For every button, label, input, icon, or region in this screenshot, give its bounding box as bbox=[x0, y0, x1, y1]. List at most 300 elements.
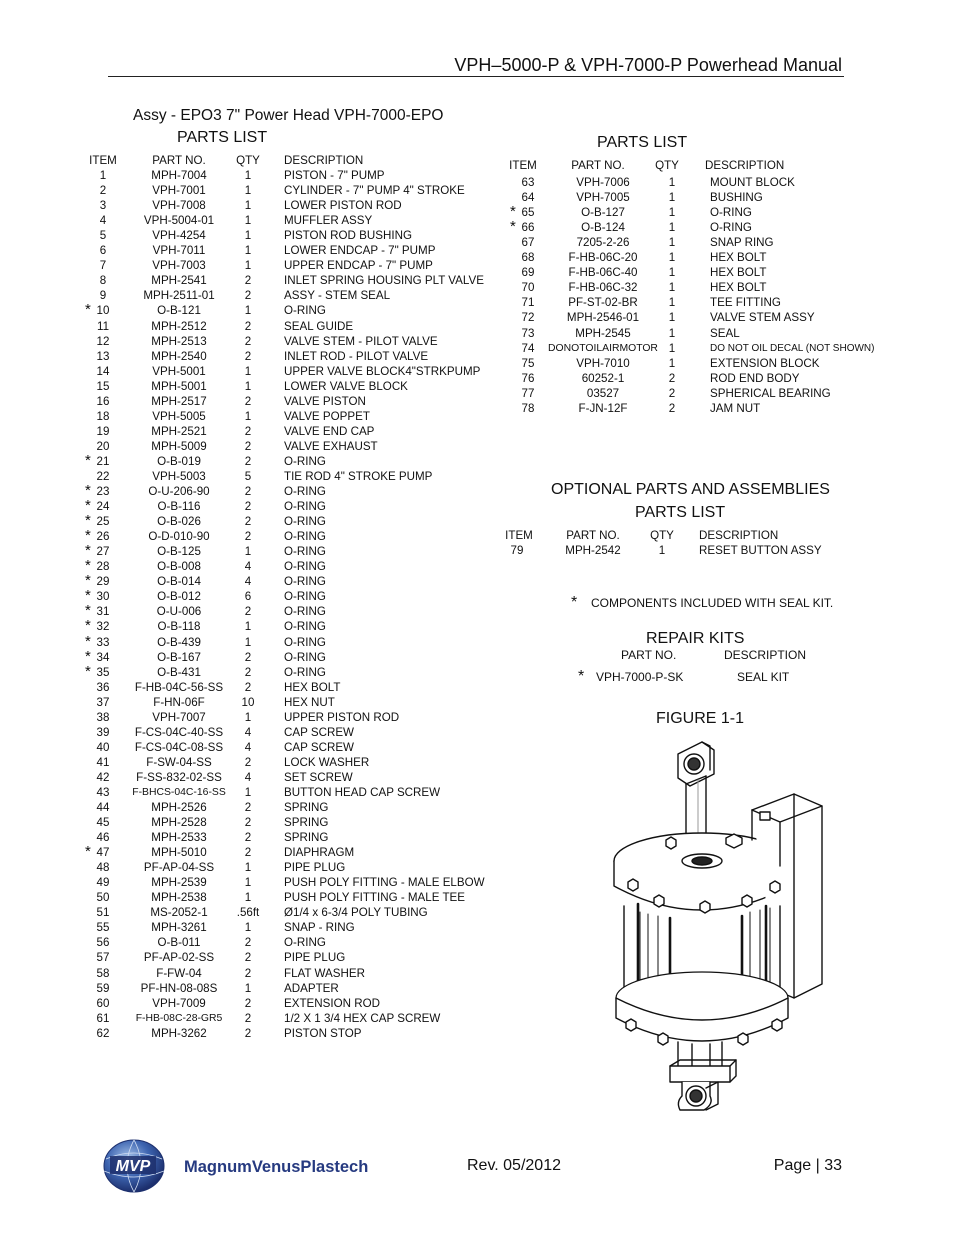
part-number: MPH-5010 bbox=[151, 846, 207, 860]
table-row bbox=[0, 1011, 500, 1026]
assy-title: Assy - EPO3 7" Power Head VPH-7000-EPO bbox=[133, 107, 444, 124]
description: VALVE PISTON bbox=[284, 394, 366, 408]
part-number: F-SS-832-02-SS bbox=[136, 770, 222, 784]
item-number: 78 bbox=[521, 401, 535, 415]
part-number: VPH-7005 bbox=[576, 191, 630, 205]
part-number: MPH-5009 bbox=[151, 439, 207, 453]
left-parts-list-title: PARTS LIST bbox=[177, 129, 268, 146]
description: O-RING bbox=[284, 635, 326, 649]
quantity: 1 bbox=[244, 409, 252, 423]
part-number: VPH-4254 bbox=[152, 229, 206, 243]
page-number: Page | 33 bbox=[773, 1157, 842, 1174]
quantity: 1 bbox=[244, 620, 252, 634]
table-row bbox=[0, 935, 500, 950]
description: 1/2 X 1 3/4 HEX CAP SCREW bbox=[284, 1011, 441, 1025]
table-row bbox=[0, 424, 500, 439]
item-number: 19 bbox=[96, 424, 110, 438]
quantity: 2 bbox=[244, 951, 252, 965]
item-number: 7 bbox=[99, 259, 107, 273]
item-number: 44 bbox=[96, 801, 110, 815]
part-number: MPH-2533 bbox=[151, 831, 207, 845]
part-number: MPH-2526 bbox=[151, 801, 207, 815]
quantity: 1 bbox=[244, 364, 252, 378]
table-row bbox=[0, 755, 500, 770]
item-number: 62 bbox=[96, 1026, 110, 1040]
item-number: 71 bbox=[521, 296, 535, 310]
part-number: VPH-7010 bbox=[576, 356, 630, 370]
page-header-title: VPH–5000-P & VPH-7000-P Powerhead Manual bbox=[454, 55, 842, 75]
seal-kit-marker: * bbox=[85, 662, 91, 680]
quantity: 1 bbox=[244, 891, 252, 905]
seal-kit-marker: * bbox=[85, 482, 91, 500]
seal-kit-marker: * bbox=[85, 512, 91, 530]
table-row bbox=[0, 250, 954, 265]
item-number: 20 bbox=[96, 439, 110, 453]
item-number: 57 bbox=[96, 951, 110, 965]
table-row bbox=[0, 386, 954, 401]
description: LOWER VALVE BLOCK bbox=[284, 379, 408, 393]
table-row bbox=[0, 604, 500, 619]
col-part-header: PART NO. bbox=[566, 529, 620, 542]
quantity: 1 bbox=[658, 544, 666, 558]
quantity: 2 bbox=[244, 274, 252, 288]
part-number: MPH-2539 bbox=[151, 876, 207, 890]
quantity: 2 bbox=[244, 515, 252, 529]
item-number: 70 bbox=[521, 281, 535, 295]
part-number: MPH-7004 bbox=[151, 169, 207, 183]
part-number: O-B-167 bbox=[157, 650, 201, 664]
col-item-header: ITEM bbox=[509, 159, 537, 172]
description: BUTTON HEAD CAP SCREW bbox=[284, 785, 441, 799]
quantity: 4 bbox=[244, 575, 252, 589]
quantity: 1 bbox=[244, 876, 252, 890]
description: RESET BUTTON ASSY bbox=[699, 544, 822, 558]
seal-kit-marker: * bbox=[85, 617, 91, 635]
part-number: F-HB-06C-40 bbox=[568, 266, 638, 280]
part-number: MPH-2538 bbox=[151, 891, 207, 905]
quantity: 1 bbox=[668, 266, 676, 280]
col-qty-header: QTY bbox=[655, 159, 679, 172]
quantity: 2 bbox=[668, 371, 676, 385]
part-number: MPH-3261 bbox=[151, 921, 207, 935]
part-number: F-CS-04C-40-SS bbox=[134, 725, 224, 739]
quantity: 2 bbox=[244, 680, 252, 694]
table-row bbox=[0, 680, 500, 695]
description: SPRING bbox=[284, 816, 329, 830]
description: MUFFLER ASSY bbox=[284, 214, 373, 228]
quantity: 2 bbox=[244, 755, 252, 769]
part-number: VPH-7009 bbox=[152, 996, 206, 1010]
quantity: 1 bbox=[244, 184, 252, 198]
part-number: F-BHCS-04C-16-SS bbox=[132, 786, 226, 798]
table-row bbox=[0, 484, 500, 499]
description: HEX BOLT bbox=[284, 680, 341, 694]
description: HEX BOLT bbox=[710, 251, 767, 265]
description: VALVE END CAP bbox=[284, 424, 375, 438]
table-row bbox=[0, 341, 954, 356]
quantity: 2 bbox=[244, 831, 252, 845]
quantity: 2 bbox=[244, 665, 252, 679]
right-table-header bbox=[0, 158, 954, 173]
item-number: 56 bbox=[96, 936, 110, 950]
part-number: O-B-439 bbox=[157, 635, 201, 649]
description: PISTON ROD BUSHING bbox=[284, 229, 412, 243]
part-number: F-SW-04-SS bbox=[146, 755, 212, 769]
quantity: 2 bbox=[244, 439, 252, 453]
description: VALVE STEM - PILOT VALVE bbox=[284, 334, 438, 348]
quantity: 1 bbox=[244, 379, 252, 393]
logo-badge-text: MVP bbox=[115, 1158, 151, 1175]
quantity: 1 bbox=[668, 206, 676, 220]
quantity: 2 bbox=[244, 424, 252, 438]
part-number: VPH-7007 bbox=[152, 710, 206, 724]
table-row bbox=[0, 815, 500, 830]
part-number: PF-ST-02-BR bbox=[568, 296, 638, 310]
description: CAP SCREW bbox=[284, 725, 355, 739]
item-number: 77 bbox=[521, 386, 535, 400]
part-number: VPH-5003 bbox=[152, 469, 206, 483]
part-number: VPH-5005 bbox=[152, 409, 206, 423]
item-number: 43 bbox=[96, 785, 110, 799]
item-number: 10 bbox=[96, 304, 110, 318]
seal-kit-marker: * bbox=[85, 527, 91, 545]
col-item-header: ITEM bbox=[505, 529, 533, 542]
quantity: 10 bbox=[241, 695, 255, 709]
item-number: 33 bbox=[96, 635, 110, 649]
description: CYLINDER - 7" PUMP 4" STROKE bbox=[284, 184, 465, 198]
description: INLET ROD - PILOT VALVE bbox=[284, 349, 429, 363]
table-row bbox=[0, 785, 500, 800]
description: O-RING bbox=[284, 485, 326, 499]
optional-title: OPTIONAL PARTS AND ASSEMBLIES bbox=[551, 481, 830, 498]
item-number: 25 bbox=[96, 515, 110, 529]
item-number: 63 bbox=[521, 176, 535, 190]
item-number: 8 bbox=[99, 274, 107, 288]
description: O-RING bbox=[710, 221, 752, 235]
seal-kit-marker: * bbox=[85, 451, 91, 469]
table-row bbox=[0, 905, 500, 920]
item-number: 72 bbox=[521, 311, 535, 325]
part-number: O-B-118 bbox=[157, 620, 201, 634]
description: TIE ROD 4" STROKE PUMP bbox=[284, 469, 433, 483]
item-number: 30 bbox=[96, 590, 110, 604]
part-number: F-HB-04C-56-SS bbox=[134, 680, 224, 694]
item-number: 27 bbox=[96, 545, 110, 559]
quantity: 2 bbox=[244, 1011, 252, 1025]
description: INLET SPRING HOUSING PLT VALVE bbox=[284, 274, 484, 288]
table-row bbox=[0, 860, 500, 875]
item-number: 2 bbox=[99, 184, 107, 198]
description: VALVE EXHAUST bbox=[284, 439, 378, 453]
part-number: F-CS-04C-08-SS bbox=[134, 740, 224, 754]
table-row bbox=[0, 966, 500, 981]
col-desc-header: DESCRIPTION bbox=[284, 154, 364, 167]
quantity: 1 bbox=[668, 341, 676, 355]
part-number: MS-2052-1 bbox=[150, 906, 208, 920]
item-number: 55 bbox=[96, 921, 110, 935]
quantity: 2 bbox=[668, 401, 676, 415]
item-number: 67 bbox=[521, 236, 535, 250]
quantity: 1 bbox=[668, 296, 676, 310]
table-row bbox=[0, 845, 500, 860]
description: O-RING bbox=[710, 206, 752, 220]
seal-kit-marker: * bbox=[510, 203, 516, 221]
item-number: 35 bbox=[96, 665, 110, 679]
quantity: 2 bbox=[244, 966, 252, 980]
quantity: 1 bbox=[244, 304, 252, 318]
quantity: 2 bbox=[244, 289, 252, 303]
item-number: 28 bbox=[96, 560, 110, 574]
table-row bbox=[0, 619, 500, 634]
description: HEX NUT bbox=[284, 695, 335, 709]
table-row bbox=[0, 574, 500, 589]
item-number: 24 bbox=[96, 500, 110, 514]
description: LOCK WASHER bbox=[284, 755, 370, 769]
description: O-RING bbox=[284, 605, 326, 619]
repair-kits-title: REPAIR KITS bbox=[646, 630, 745, 647]
quantity: 1 bbox=[244, 545, 252, 559]
description: SPHERICAL BEARING bbox=[710, 386, 831, 400]
item-number: 46 bbox=[96, 831, 110, 845]
part-number: O-B-011 bbox=[157, 936, 201, 950]
table-row bbox=[0, 190, 954, 205]
description: O-RING bbox=[284, 530, 326, 544]
item-number: 18 bbox=[96, 409, 110, 423]
powerhead-drawing bbox=[610, 736, 830, 1118]
description: SNAP RING bbox=[710, 236, 774, 250]
table-row bbox=[0, 647, 500, 665]
part-number: O-B-008 bbox=[157, 560, 201, 574]
item-number: 34 bbox=[96, 650, 110, 664]
table-row bbox=[0, 371, 954, 386]
seal-note-text: COMPONENTS INCLUDED WITH SEAL KIT. bbox=[591, 596, 834, 610]
part-number: O-B-012 bbox=[157, 590, 201, 604]
quantity: 1 bbox=[668, 281, 676, 295]
part-number: MPH-2541 bbox=[151, 274, 207, 288]
quantity: 2 bbox=[244, 816, 252, 830]
description: EXTENSION BLOCK bbox=[710, 356, 820, 370]
part-number: DONOTOILAIRMOTOR bbox=[548, 342, 658, 354]
table-row bbox=[0, 235, 954, 250]
item-number: 49 bbox=[96, 876, 110, 890]
description: SEAL bbox=[710, 326, 740, 340]
item-number: 45 bbox=[96, 816, 110, 830]
table-row bbox=[0, 981, 500, 996]
part-number: 7205-2-26 bbox=[576, 236, 630, 250]
table-row bbox=[0, 890, 500, 905]
description: PIPE PLUG bbox=[284, 951, 346, 965]
part-number: MPH-2521 bbox=[151, 424, 207, 438]
description: VALVE STEM ASSY bbox=[710, 311, 815, 325]
description: MOUNT BLOCK bbox=[710, 176, 795, 190]
description: SPRING bbox=[284, 801, 329, 815]
quantity: 1 bbox=[244, 214, 252, 228]
optional-parts-list-title: PARTS LIST bbox=[635, 504, 726, 521]
seal-kit-marker: * bbox=[85, 572, 91, 590]
col-item-header: ITEM bbox=[89, 154, 117, 167]
item-number: 32 bbox=[96, 620, 110, 634]
part-number: MPH-2512 bbox=[151, 319, 207, 333]
quantity: 1 bbox=[244, 861, 252, 875]
item-number: 47 bbox=[96, 846, 110, 860]
part-number: F-FW-04 bbox=[156, 966, 202, 980]
table-row bbox=[0, 875, 500, 890]
item-number: 16 bbox=[96, 394, 110, 408]
item-number: 6 bbox=[99, 244, 107, 258]
description: O-RING bbox=[284, 454, 326, 468]
part-number: MPH-3262 bbox=[151, 1026, 207, 1040]
quantity: 4 bbox=[244, 770, 252, 784]
table-row bbox=[0, 559, 500, 574]
table-row bbox=[0, 710, 500, 725]
item-number: 40 bbox=[96, 740, 110, 754]
table-row bbox=[0, 326, 954, 341]
table-row bbox=[0, 662, 500, 680]
seal-kit-marker: * bbox=[85, 301, 91, 319]
table-row bbox=[0, 800, 500, 815]
item-number: 75 bbox=[521, 356, 535, 370]
part-number: 60252-1 bbox=[581, 371, 625, 385]
item-number: 21 bbox=[96, 454, 110, 468]
description: O-RING bbox=[284, 620, 326, 634]
item-number: 60 bbox=[96, 996, 110, 1010]
table-row bbox=[0, 310, 954, 325]
table-row bbox=[0, 996, 500, 1011]
table-row bbox=[0, 514, 500, 529]
table-row bbox=[0, 280, 954, 295]
description: HEX BOLT bbox=[710, 281, 767, 295]
part-number: MPH-2545 bbox=[575, 326, 631, 340]
quantity: 2 bbox=[244, 801, 252, 815]
col-part-header: PART NO. bbox=[571, 159, 625, 172]
description: UPPER VALVE BLOCK4"STRKPUMP bbox=[284, 364, 481, 378]
part-number: O-B-124 bbox=[581, 221, 625, 235]
description: SET SCREW bbox=[284, 770, 353, 784]
seal-kit-marker: * bbox=[510, 218, 516, 236]
description: UPPER ENDCAP - 7" PUMP bbox=[284, 259, 433, 273]
item-number: 58 bbox=[96, 966, 110, 980]
table-row bbox=[0, 469, 500, 484]
item-number: 50 bbox=[96, 891, 110, 905]
part-number: O-U-206-90 bbox=[148, 485, 210, 499]
description: ADAPTER bbox=[284, 981, 339, 995]
quantity: 1 bbox=[668, 236, 676, 250]
quantity: 2 bbox=[244, 349, 252, 363]
part-number: O-D-010-90 bbox=[148, 530, 210, 544]
item-number: 61 bbox=[96, 1011, 110, 1025]
item-number: 3 bbox=[99, 199, 107, 213]
item-number: 31 bbox=[96, 605, 110, 619]
part-number: F-HN-06F bbox=[153, 695, 205, 709]
part-number: VPH-5004-01 bbox=[143, 214, 215, 228]
col-part-header: PART NO. bbox=[152, 154, 206, 167]
description: Ø1/4 x 6-3/4 POLY TUBING bbox=[284, 906, 428, 920]
table-row bbox=[0, 499, 500, 514]
item-number: 76 bbox=[521, 371, 535, 385]
header-divider bbox=[108, 76, 844, 77]
item-number: 69 bbox=[521, 266, 535, 280]
quantity: .56ft bbox=[236, 906, 260, 920]
part-number: O-B-431 bbox=[157, 665, 201, 679]
seal-kit-marker: * bbox=[85, 557, 91, 575]
table-row bbox=[0, 740, 500, 755]
table-row bbox=[0, 451, 500, 469]
item-number: 12 bbox=[96, 334, 110, 348]
quantity: 2 bbox=[244, 936, 252, 950]
description: EXTENSION ROD bbox=[284, 996, 380, 1010]
description: SNAP - RING bbox=[284, 921, 355, 935]
item-number: 37 bbox=[96, 695, 110, 709]
table-row bbox=[0, 543, 954, 558]
seal-kit-marker: * bbox=[85, 497, 91, 515]
description: BUSHING bbox=[710, 191, 763, 205]
table-row bbox=[0, 1026, 500, 1041]
item-number: 14 bbox=[96, 364, 110, 378]
quantity: 2 bbox=[244, 454, 252, 468]
part-number: MPH-2542 bbox=[565, 544, 621, 558]
part-number: MPH-2517 bbox=[151, 394, 207, 408]
company-logo bbox=[100, 1139, 390, 1195]
table-row bbox=[0, 770, 500, 785]
optional-table-header bbox=[0, 528, 954, 543]
table-row bbox=[0, 175, 954, 190]
seal-kit-marker: * bbox=[85, 542, 91, 560]
part-number: MPH-2513 bbox=[151, 334, 207, 348]
quantity: 4 bbox=[244, 740, 252, 754]
quantity: 2 bbox=[244, 650, 252, 664]
description: PISTON STOP bbox=[284, 1026, 362, 1040]
quantity: 2 bbox=[244, 530, 252, 544]
part-number: PF-AP-04-SS bbox=[143, 861, 215, 875]
quantity: 1 bbox=[244, 199, 252, 213]
seal-kit-marker: * bbox=[85, 587, 91, 605]
table-row bbox=[0, 632, 500, 650]
seal-kit-marker: * bbox=[85, 602, 91, 620]
item-number: 68 bbox=[521, 251, 535, 265]
description: VALVE POPPET bbox=[284, 409, 370, 423]
description: FLAT WASHER bbox=[284, 966, 365, 980]
revision-date: Rev. 05/2012 bbox=[467, 1157, 561, 1174]
quantity: 2 bbox=[244, 319, 252, 333]
description: O-RING bbox=[284, 515, 326, 529]
description: HEX BOLT bbox=[710, 266, 767, 280]
item-number: 13 bbox=[96, 349, 110, 363]
table-row bbox=[0, 265, 954, 280]
table-row bbox=[0, 589, 500, 604]
quantity: 1 bbox=[244, 244, 252, 258]
description: TEE FITTING bbox=[710, 296, 781, 310]
quantity: 2 bbox=[244, 334, 252, 348]
item-number: 23 bbox=[96, 485, 110, 499]
description: LOWER PISTON ROD bbox=[284, 199, 402, 213]
seal-kit-marker: * bbox=[85, 843, 91, 861]
description: UPPER PISTON ROD bbox=[284, 710, 400, 724]
part-number: MPH-2511-01 bbox=[143, 289, 215, 303]
description: CAP SCREW bbox=[284, 740, 355, 754]
item-number: 74 bbox=[521, 341, 535, 355]
item-number: 64 bbox=[521, 191, 535, 205]
quantity: 4 bbox=[244, 560, 252, 574]
description: O-RING bbox=[284, 560, 326, 574]
part-number: O-B-019 bbox=[157, 454, 201, 468]
quantity: 1 bbox=[244, 259, 252, 273]
description: SPRING bbox=[284, 831, 329, 845]
part-number: VPH-5001 bbox=[152, 364, 206, 378]
item-number: 26 bbox=[96, 530, 110, 544]
description: O-RING bbox=[284, 500, 326, 514]
description: ASSY - STEM SEAL bbox=[284, 289, 391, 303]
seal-note-star: * bbox=[571, 594, 578, 611]
